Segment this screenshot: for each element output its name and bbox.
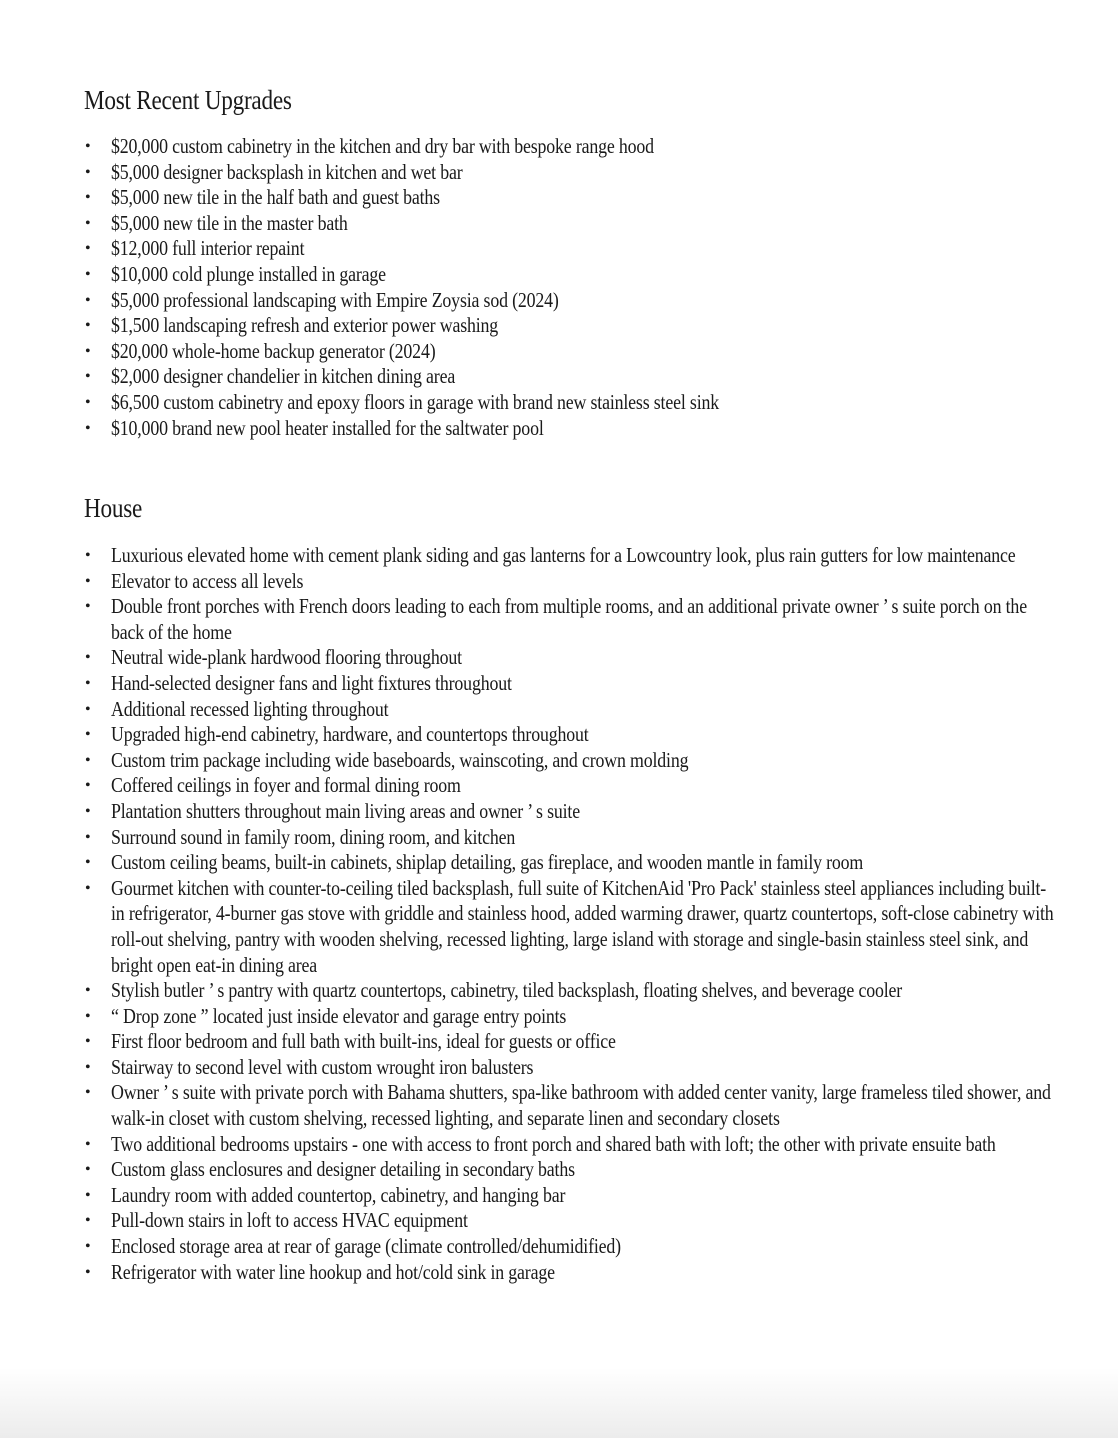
bullet-icon: • [85,1135,91,1153]
list-item-text: Stairway to second level with custom wrought iron balusters [111,1054,534,1079]
list-item [84,1055,1044,1081]
bullet-icon: • [85,1033,91,1051]
list-item-text: Elevator to access all levels [111,568,304,593]
list-item [84,1208,1044,1234]
bullet-icon: • [85,317,91,335]
bullet-icon: • [85,368,91,386]
bullet-icon: • [85,1084,91,1102]
bullet-icon: • [85,982,91,1000]
bullet-icon: • [85,547,91,564]
bullet-icon: • [85,1212,91,1230]
list-item [84,543,1044,569]
bullet-icon: • [85,828,91,846]
bullet-icon: • [85,393,91,411]
bullet-icon: • [85,291,91,309]
bullet-icon: • [85,674,91,692]
list-item-text: Custom glass enclosures and designer detailing in secondary baths [111,1157,575,1182]
list-item-text: $20,000 whole-home backup generator (2024) [111,338,436,363]
list-item-text: $10,000 brand new pool heater installed for the saltwater pool [111,415,544,440]
bullet-icon: • [85,700,91,718]
list-item [84,671,1044,697]
bullet-icon: • [85,777,91,795]
list-item-text: Double front porches with French doors leading to each from multiple rooms, and an additional private owner ’ s suite porch on the back of the home [111,594,1027,644]
list-item [84,1132,1044,1158]
list-item [84,1260,1044,1286]
bullet-icon: • [85,1238,91,1256]
upgrades-list [84,134,1044,441]
section-title-most-recent-upgrades: Most Recent Upgrades [84,85,292,115]
bullet-icon: • [85,1263,91,1281]
list-item [84,1157,1044,1183]
list-item-text: $20,000 custom cabinetry in the kitchen and dry bar with bespoke range hood [111,134,654,158]
list-item [84,978,1044,1004]
list-item-text: Custom ceiling beams, built-in cabinets, shiplap detailing, gas fireplace, and wooden mantle in family room [111,850,864,875]
list-item-text: “ Drop zone ” located just inside elevator and garage entry points [111,1003,567,1028]
list-item [84,773,1044,799]
list-item-text: $5,000 new tile in the half bath and guest baths [111,185,440,210]
list-item-text: Laundry room with added countertop, cabinetry, and hanging bar [111,1182,566,1207]
list-item [84,1183,1044,1209]
bullet-icon: • [85,649,91,667]
list-item-text: Luxurious elevated home with cement plank siding and gas lanterns for a Lowcountry look, plus rain gutters for low maintenance [111,543,1016,567]
list-item-text: Gourmet kitchen with counter-to-ceiling tiled backsplash, full suite of KitchenAid 'Pro Pack' stainless steel appliances including built-in refrigerator, 4-burner gas stove with griddle and stainless hood, added warming drawer, quartz countertops, soft-close cabinetry with roll-out shelving, pantry with wooden shelving, recessed lighting, large island with storage and single-basin stainless steel sink, and bright open eat-in dining area [111,875,1054,977]
bullet-icon: • [85,572,91,590]
bullet-icon: • [85,598,91,616]
bullet-icon: • [85,854,91,872]
list-item [84,211,1044,237]
bullet-icon: • [85,1161,91,1179]
list-item-text: Enclosed storage area at rear of garage (climate controlled/dehumidified) [111,1234,621,1259]
list-item [84,134,1044,160]
list-item-text: Owner ’ s suite with private porch with Bahama shutters, spa-like bathroom with added center vanity, large frameless tiled shower, and walk-in closet with custom shelving, recessed lighting, and separate linen and secondary closets [111,1080,1051,1131]
list-item [84,339,1044,365]
list-item [84,722,1044,748]
list-item [84,569,1044,595]
list-item [84,185,1044,211]
bullet-icon: • [85,879,91,897]
list-item [84,850,1044,876]
bullet-icon: • [85,163,91,181]
bullet-icon: • [85,726,91,744]
list-item-text: $5,000 professional landscaping with Empire Zoysia sod (2024) [111,287,559,312]
list-item [84,1029,1044,1055]
bullet-icon: • [85,802,91,820]
bullet-icon: • [85,1186,91,1204]
list-item [84,697,1044,723]
list-item-text: $1,500 landscaping refresh and exterior power washing [111,313,499,338]
list-item [84,262,1044,288]
bullet-icon: • [85,342,91,360]
list-item-text: First floor bedroom and full bath with built-ins, ideal for guests or office [111,1029,616,1054]
list-item-text: $6,500 custom cabinetry and epoxy floors in garage with brand new stainless steel sink [111,389,720,414]
bullet-icon: • [85,419,91,437]
house-features-list [84,543,1054,1285]
list-item-text: Upgraded high-end cabinetry, hardware, and countertops throughout [111,722,589,747]
page-bottom-shadow [0,1368,1118,1438]
bullet-icon: • [85,1058,91,1076]
list-item-text: $5,000 designer backsplash in kitchen and wet bar [111,159,463,184]
list-item-text: Coffered ceilings in foyer and formal dining room [111,773,461,798]
bullet-icon: • [85,138,91,155]
bullet-icon: • [85,1007,91,1025]
bullet-icon: • [85,189,91,207]
list-item-text: Refrigerator with water line hookup and hot/cold sink in garage [111,1259,555,1284]
bullet-icon: • [85,240,91,258]
list-item-text: $5,000 new tile in the master bath [111,210,348,235]
bullet-icon: • [85,214,91,232]
list-item-text: Additional recessed lighting throughout [111,696,389,721]
list-item [84,160,1044,186]
list-item [84,645,1044,671]
list-item [84,825,1044,851]
list-item [84,1004,1044,1030]
list-item-text: Neutral wide-plank hardwood flooring throughout [111,645,462,670]
list-item-text: Custom trim package including wide baseboards, wainscoting, and crown molding [111,747,689,772]
list-item-text: $10,000 cold plunge installed in garage [111,261,386,286]
list-item [84,288,1044,314]
list-item-text: Pull-down stairs in loft to access HVAC equipment [111,1208,468,1233]
list-item [84,416,1044,442]
list-item [84,313,1044,339]
list-item [84,236,1044,262]
list-item [84,1080,1051,1131]
list-item [84,799,1044,825]
bullet-icon: • [85,751,91,769]
list-item-text: $2,000 designer chandelier in kitchen dining area [111,364,456,389]
list-item [84,1234,1044,1260]
list-item [84,594,1044,645]
bullet-icon: • [85,265,91,283]
list-item-text: Plantation shutters throughout main living areas and owner ’ s suite [111,798,580,823]
list-item [84,364,1044,390]
list-item [84,875,1054,978]
list-item-text: Stylish butler ’ s pantry with quartz countertops, cabinetry, tiled backsplash, floating shelves, and beverage cooler [111,978,903,1003]
section-title-house: House [84,493,143,523]
list-item [84,748,1044,774]
list-item-text: Hand-selected designer fans and light fixtures throughout [111,670,512,695]
list-item-text: Surround sound in family room, dining room, and kitchen [111,824,516,849]
list-item-text: $12,000 full interior repaint [111,236,305,261]
list-item [84,390,1044,416]
list-item-text: Two additional bedrooms upstairs - one with access to front porch and shared bath with loft; the other with private ensuite bath [111,1131,996,1156]
